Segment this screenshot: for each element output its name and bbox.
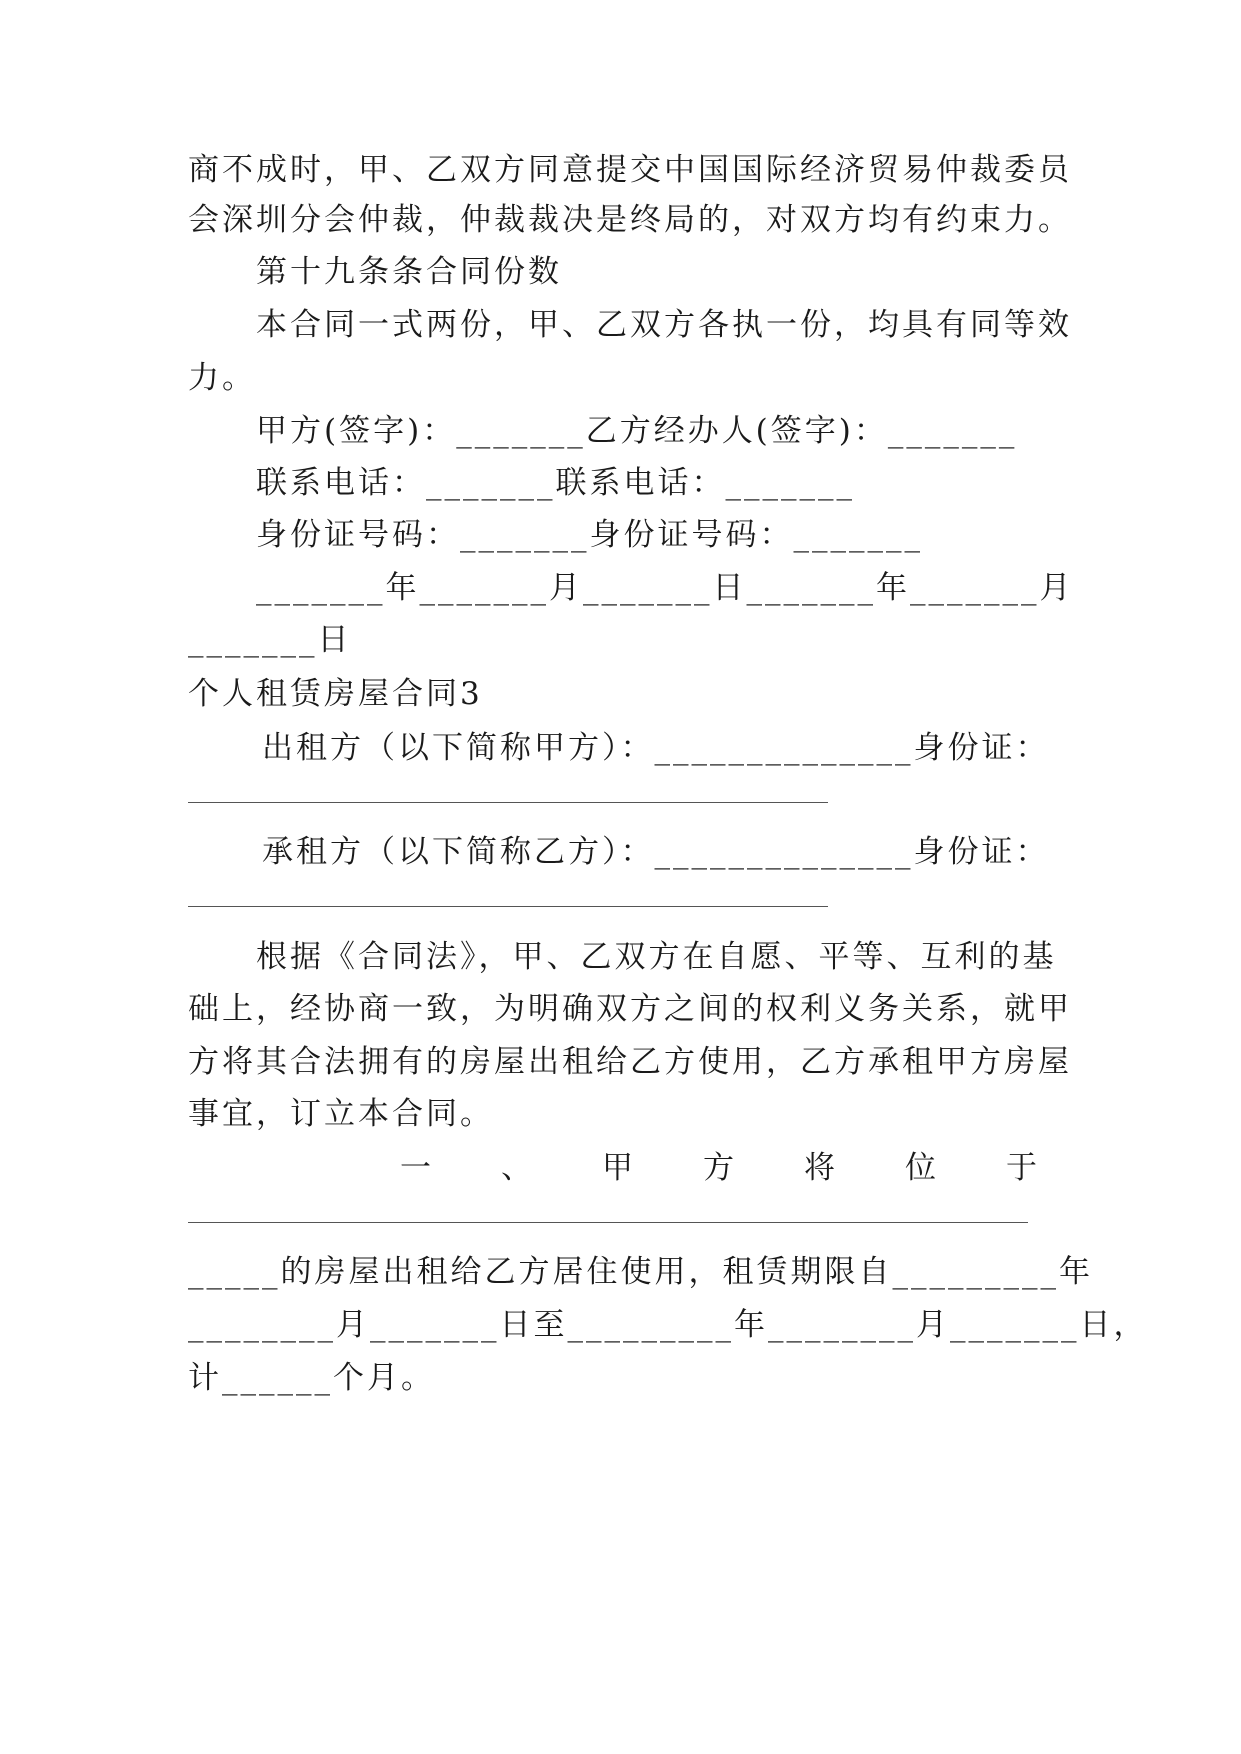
blank-underline (188, 802, 828, 803)
lessee-line: 承租方（以下简称乙方）：______________身份证： (262, 834, 1050, 870)
article-one-heading (400, 1146, 1040, 1190)
contract-title: 个人租赁房屋合同3 (188, 676, 483, 712)
lessor-line: 出租方（以下简称甲方）：______________身份证： (262, 730, 1050, 766)
paragraph-line: 事宜，订立本合同。 (188, 1096, 494, 1132)
paragraph-line: 力。 (188, 360, 256, 396)
blank-underline (188, 1222, 1028, 1223)
article-token: 于 (1006, 1150, 1040, 1186)
paragraph-line: 商不成时，甲、乙双方同意提交中国国际经济贸易仲裁委员 (188, 152, 1072, 188)
signature-line: 甲方(签字)：_______乙方经办人(签字)：_______ (256, 413, 1018, 449)
article-token: 甲 (602, 1150, 636, 1186)
paragraph-line: 础上，经协商一致，为明确双方之间的权利义务关系，就甲 (188, 991, 1072, 1027)
paragraph-line: 会深圳分会仲裁，仲裁裁决是终局的，对双方均有约束力。 (188, 202, 1072, 238)
article-token: 一 (400, 1150, 434, 1186)
article-token: 位 (905, 1150, 939, 1186)
date-line: _______年_______月_______日_______年_______月 (256, 570, 1074, 606)
blank-underline (188, 906, 828, 907)
paragraph-line: 根据《合同法》，甲、乙双方在自愿、平等、互利的基 (256, 939, 1057, 975)
id-number-line: 身份证号码：_______身份证号码：_______ (256, 517, 923, 553)
lease-term-line: ________月_______日至_________年________月_______日， (188, 1307, 1148, 1343)
lease-term-line: _____的房屋出租给乙方居住使用，租赁期限自_________年 (188, 1254, 1093, 1290)
article-heading: 第十九条条合同份数 (256, 254, 562, 290)
phone-line: 联系电话：_______联系电话：_______ (256, 465, 855, 501)
article-token: 方 (703, 1150, 737, 1186)
paragraph-line: 本合同一式两份，甲、乙双方各执一份，均具有同等效 (256, 307, 1072, 343)
article-token: 将 (804, 1150, 838, 1186)
lease-term-line: 计______个月。 (188, 1360, 435, 1396)
article-token: 、 (501, 1150, 535, 1186)
date-line-continued: _______日 (188, 622, 352, 658)
paragraph-line: 方将其合法拥有的房屋出租给乙方使用，乙方承租甲方房屋 (188, 1044, 1072, 1080)
